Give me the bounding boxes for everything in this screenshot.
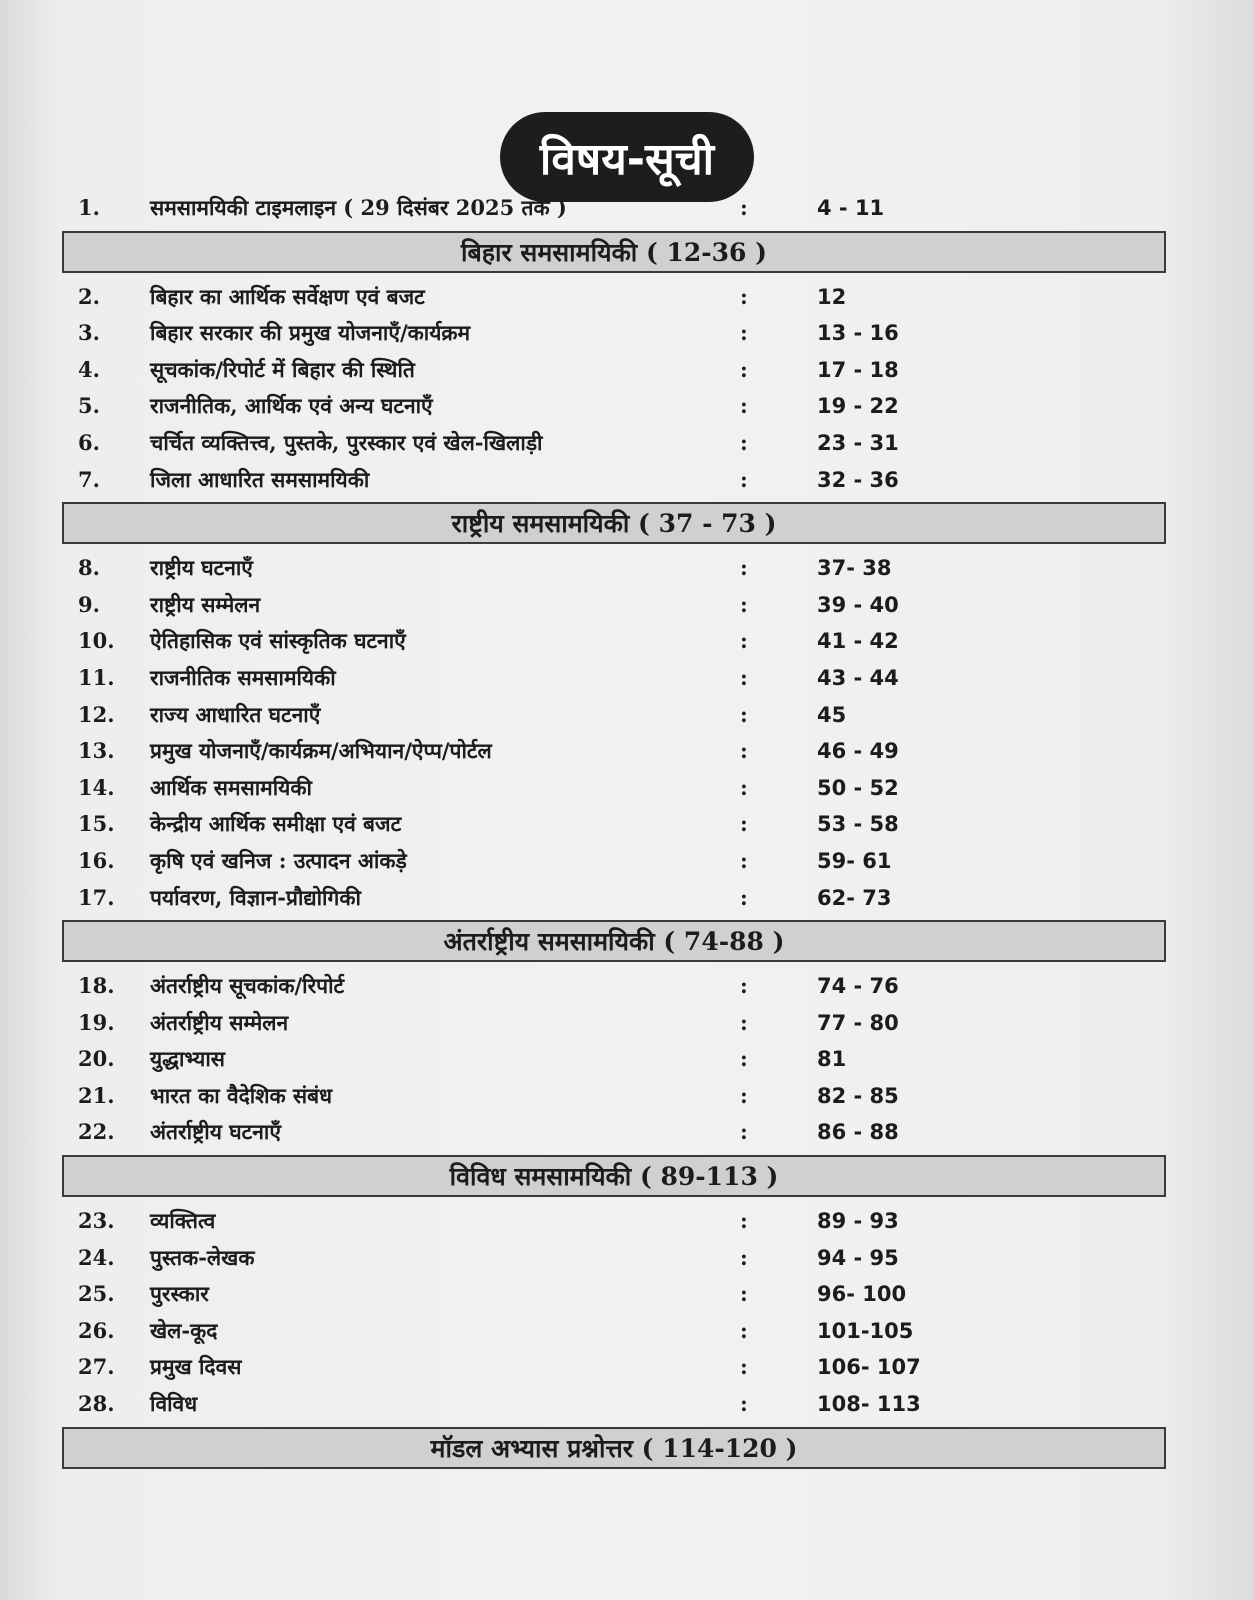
toc-topic: पर्यावरण, विज्ञान-प्रौद्योगिकी	[150, 884, 361, 910]
toc-separator: :	[740, 591, 748, 617]
toc-number: 3.	[78, 320, 100, 346]
toc-number: 26.	[78, 1317, 115, 1343]
toc-separator: :	[740, 393, 748, 419]
toc-page-range: 77 - 80	[817, 1010, 899, 1035]
toc-number: 15.	[78, 811, 115, 837]
toc-page-range: 108- 113	[817, 1392, 921, 1417]
toc-page-range: 12	[817, 284, 847, 309]
section-header: अंतर्राष्ट्रीय समसामयिकी ( 74-88 )	[62, 920, 1166, 962]
toc-page-range: 106- 107	[817, 1355, 921, 1380]
toc-number: 9.	[78, 591, 100, 617]
toc-number: 28.	[78, 1391, 115, 1417]
toc-page-range: 62- 73	[817, 885, 892, 910]
toc-row	[62, 660, 1166, 697]
toc-separator: :	[740, 811, 748, 837]
toc-number: 27.	[78, 1354, 115, 1380]
toc-topic: समसामयिकी टाइमलाइन ( 29 दिसंबर 2025 तक )	[150, 195, 567, 220]
toc-separator: :	[740, 1009, 748, 1035]
section-header: बिहार समसामयिकी ( 12-36 )	[62, 231, 1166, 273]
toc-separator: :	[740, 195, 748, 220]
toc-topic: जिला आधारित समसामयिकी	[150, 466, 370, 492]
toc-page-range: 23 - 31	[817, 430, 899, 455]
toc-separator: :	[740, 884, 748, 910]
toc-separator: :	[740, 1354, 748, 1380]
toc-topic: राष्ट्रीय घटनाएँ	[150, 555, 253, 581]
toc-row	[62, 1005, 1166, 1042]
toc-row	[62, 1203, 1166, 1240]
toc-page-range: 13 - 16	[817, 321, 899, 346]
section-header: मॉडल अभ्यास प्रश्नोत्तर ( 114-120 )	[62, 1427, 1166, 1469]
toc-topic: अंतर्राष्ट्रीय घटनाएँ	[150, 1119, 281, 1145]
toc-separator: :	[740, 1391, 748, 1417]
toc-page-range: 37- 38	[817, 556, 892, 581]
toc-page-range: 17 - 18	[817, 357, 899, 382]
toc-topic: प्रमुख दिवस	[150, 1354, 242, 1380]
toc-number: 19.	[78, 1009, 115, 1035]
toc-row	[62, 1240, 1166, 1277]
toc-row	[62, 550, 1166, 587]
toc-topic: खेल-कूद	[150, 1317, 218, 1343]
toc-separator: :	[740, 774, 748, 800]
toc-number: 18.	[78, 973, 115, 999]
toc-number: 20.	[78, 1046, 115, 1072]
toc-topic: विविध	[150, 1391, 198, 1417]
toc-topic: पुरस्कार	[150, 1281, 209, 1307]
toc-separator: :	[740, 1244, 748, 1270]
toc-separator: :	[740, 429, 748, 455]
toc-number: 10.	[78, 628, 115, 654]
toc-number: 22.	[78, 1119, 115, 1145]
toc-row	[62, 1114, 1166, 1151]
section-header: विविध समसामयिकी ( 89-113 )	[62, 1155, 1166, 1197]
toc-page-range: 19 - 22	[817, 394, 899, 419]
toc-number: 7.	[78, 466, 100, 492]
toc-separator: :	[740, 320, 748, 346]
toc-number: 11.	[78, 664, 115, 690]
toc-number: 21.	[78, 1082, 115, 1108]
toc-number: 8.	[78, 555, 100, 581]
toc-number: 2.	[78, 283, 100, 309]
toc-page-range: 50 - 52	[817, 775, 899, 800]
toc-row	[62, 1313, 1166, 1350]
toc-separator: :	[740, 973, 748, 999]
toc-row	[62, 1078, 1166, 1115]
toc-separator: :	[740, 701, 748, 727]
toc-page-range: 101-105	[817, 1318, 914, 1343]
toc-topic: कृषि एवं खनिज : उत्पादन आंकड़े	[150, 847, 407, 873]
toc-row	[62, 352, 1166, 389]
toc-page-range: 46 - 49	[817, 739, 899, 764]
toc-page-range: 82 - 85	[817, 1083, 899, 1108]
toc-separator: :	[740, 1082, 748, 1108]
toc-number: 13.	[78, 738, 115, 764]
toc-page-range: 96- 100	[817, 1282, 907, 1307]
toc-page-range: 32 - 36	[817, 467, 899, 492]
toc-separator: :	[740, 356, 748, 382]
toc-number: 4.	[78, 356, 100, 382]
toc-list	[62, 190, 1166, 1475]
toc-row	[62, 733, 1166, 770]
toc-page-range: 4 - 11	[817, 196, 885, 220]
toc-page-range: 45	[817, 702, 847, 727]
toc-number: 23.	[78, 1208, 115, 1234]
toc-separator: :	[740, 664, 748, 690]
toc-number: 16.	[78, 847, 115, 873]
toc-topic: अंतर्राष्ट्रीय सूचकांक/रिपोर्ट	[150, 973, 345, 999]
toc-separator: :	[740, 1317, 748, 1343]
toc-separator: :	[740, 628, 748, 654]
toc-row	[62, 190, 1166, 227]
toc-separator: :	[740, 847, 748, 873]
toc-row	[62, 462, 1166, 499]
toc-number: 1.	[78, 195, 100, 220]
toc-number: 6.	[78, 429, 100, 455]
toc-topic: राष्ट्रीय सम्मेलन	[150, 591, 261, 617]
toc-page-range: 86 - 88	[817, 1120, 899, 1145]
toc-row	[62, 968, 1166, 1005]
toc-row	[62, 880, 1166, 917]
toc-row	[62, 806, 1166, 843]
toc-row	[62, 770, 1166, 807]
toc-row	[62, 425, 1166, 462]
toc-number: 25.	[78, 1281, 115, 1307]
toc-topic: अंतर्राष्ट्रीय सम्मेलन	[150, 1009, 289, 1035]
toc-topic: बिहार का आर्थिक सर्वेक्षण एवं बजट	[150, 283, 425, 309]
toc-row	[62, 315, 1166, 352]
toc-number: 24.	[78, 1244, 115, 1270]
toc-topic: युद्धाभ्यास	[150, 1046, 225, 1072]
toc-number: 12.	[78, 701, 115, 727]
toc-row	[62, 388, 1166, 425]
toc-page-range: 74 - 76	[817, 974, 899, 999]
toc-topic: बिहार सरकार की प्रमुख योजनाएँ/कार्यक्रम	[150, 320, 471, 346]
toc-row	[62, 697, 1166, 734]
toc-topic: सूचकांक/रिपोर्ट में बिहार की स्थिति	[150, 356, 415, 382]
toc-row	[62, 1041, 1166, 1078]
toc-topic: आर्थिक समसामयिकी	[150, 774, 312, 800]
toc-number: 17.	[78, 884, 115, 910]
toc-topic: राज्य आधारित घटनाएँ	[150, 701, 321, 727]
toc-topic: ऐतिहासिक एवं सांस्कृतिक घटनाएँ	[150, 628, 406, 654]
toc-page-range: 89 - 93	[817, 1209, 899, 1234]
toc-separator: :	[740, 1208, 748, 1234]
toc-topic: राजनीतिक समसामयिकी	[150, 664, 336, 690]
toc-topic: चर्चित व्यक्तित्त्व, पुस्तके, पुरस्कार एवं खेल-खिलाड़ी	[150, 429, 543, 455]
toc-page-range: 81	[817, 1047, 847, 1072]
toc-page-range: 59- 61	[817, 848, 892, 873]
toc-page-range: 53 - 58	[817, 812, 899, 837]
toc-page-range: 41 - 42	[817, 629, 899, 654]
toc-page-range: 94 - 95	[817, 1245, 899, 1270]
toc-topic: व्यक्तित्व	[150, 1208, 216, 1234]
toc-number: 5.	[78, 393, 100, 419]
toc-separator: :	[740, 1046, 748, 1072]
toc-separator: :	[740, 1119, 748, 1145]
toc-topic: पुस्तक-लेखक	[150, 1244, 255, 1270]
toc-page-range: 39 - 40	[817, 592, 899, 617]
toc-topic: राजनीतिक, आर्थिक एवं अन्य घटनाएँ	[150, 393, 433, 419]
toc-separator: :	[740, 738, 748, 764]
toc-page-range: 43 - 44	[817, 665, 899, 690]
toc-topic: केन्द्रीय आर्थिक समीक्षा एवं बजट	[150, 811, 402, 837]
toc-row	[62, 279, 1166, 316]
toc-separator: :	[740, 466, 748, 492]
toc-separator: :	[740, 1281, 748, 1307]
toc-separator: :	[740, 555, 748, 581]
toc-topic: प्रमुख योजनाएँ/कार्यक्रम/अभियान/ऐप्प/पोर्टल	[150, 738, 492, 764]
toc-number: 14.	[78, 774, 115, 800]
toc-row	[62, 1386, 1166, 1423]
toc-row	[62, 587, 1166, 624]
toc-topic: भारत का वैदेशिक संबंध	[150, 1082, 333, 1108]
toc-row	[62, 623, 1166, 660]
toc-row	[62, 1349, 1166, 1386]
toc-separator: :	[740, 283, 748, 309]
toc-row	[62, 1276, 1166, 1313]
page-title: विषय-सूची	[500, 112, 754, 202]
toc-row	[62, 843, 1166, 880]
section-header: राष्ट्रीय समसामयिकी ( 37 - 73 )	[62, 502, 1166, 544]
